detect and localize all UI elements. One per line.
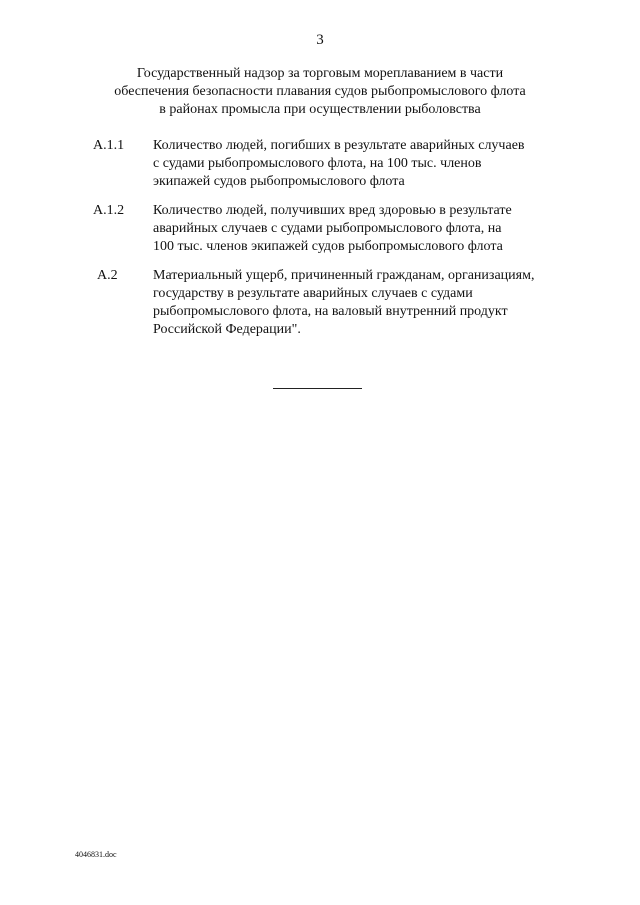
indicator-text — [153, 267, 573, 339]
indicator-text-line: аварийных случаев с судами рыбопромыслового флота, на — [153, 221, 502, 236]
indicator-code: А.1.1 — [93, 138, 125, 153]
indicator-text-line: Количество людей, погибших в результате аварийных случаев — [153, 138, 525, 153]
end-separator-line — [273, 388, 362, 389]
page-number: 3 — [316, 32, 324, 48]
footer-filename: 4046831.doc — [75, 850, 117, 859]
indicator-text-line: Российской Федерации". — [153, 322, 301, 337]
heading-line: обеспечения безопасности плавания судов рыбопромыслового флота — [114, 84, 526, 99]
indicator-text-line: 100 тыс. членов экипажей судов рыбопромыслового флота — [153, 239, 503, 254]
indicator-code: А.2 — [97, 268, 118, 283]
heading-line: в районах промысла при осуществлении рыболовства — [159, 102, 481, 117]
indicator-code: А.1.2 — [93, 203, 125, 218]
indicator-text-line: рыбопромыслового флота, на валовый внутренний продукт — [153, 304, 508, 319]
indicator-text-line: Количество людей, получивших вред здоровью в результате — [153, 203, 512, 218]
indicator-text-line: с судами рыбопромыслового флота, на 100 тыс. членов — [153, 156, 482, 171]
indicator-text — [153, 137, 573, 191]
indicator-text-line: экипажей судов рыбопромыслового флота — [153, 174, 405, 189]
indicator-text-line: государству в результате аварийных случаев с судами — [153, 286, 473, 301]
heading-line: Государственный надзор за торговым мореплаванием в части — [136, 66, 504, 81]
indicator-text-line: Материальный ущерб, причиненный гражданам, организациям, — [153, 268, 535, 283]
indicator-text — [153, 202, 573, 256]
section-heading — [60, 65, 580, 119]
